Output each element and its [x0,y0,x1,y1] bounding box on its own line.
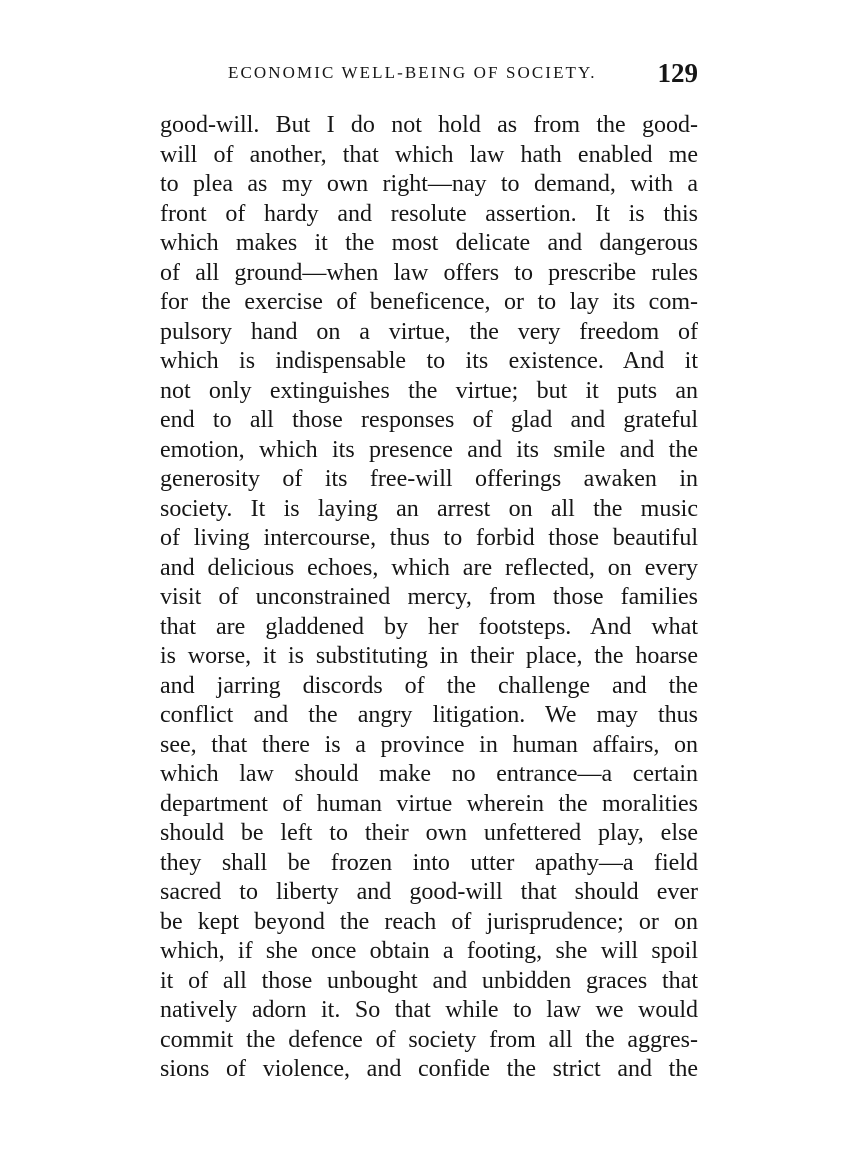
text-line: good-will. But I do not hold as from the good- [160,112,698,138]
text-line: department of human virtue wherein the moralities [160,790,698,817]
text-line: will of another, that which law hath enabled me [160,141,698,168]
text-line: and delicious echoes, which are reflected, on every [160,554,698,581]
text-line: to plea as my own right—nay to demand, with a [160,171,698,197]
text-line: end to all those responses of glad and grateful [160,407,698,433]
text-line: which law should make no entrance—a certain [160,761,698,787]
text-line: of all ground—when law offers to prescribe rules [160,259,698,286]
text-line: conflict and the angry litigation. We may thus [160,702,698,728]
running-title: ECONOMIC WELL-BEING OF SOCIETY. [228,63,597,82]
text-line: front of hardy and resolute assertion. It is this [160,200,698,227]
text-line: they shall be frozen into utter apathy—a field [160,849,698,876]
text-line: sacred to liberty and good-will that should ever [160,879,698,905]
text-line: natively adorn it. So that while to law we would [160,997,698,1023]
text-line: visit of unconstrained mercy, from those families [160,584,698,610]
text-line: is worse, it is substituting in their place, the hoarse [160,643,698,669]
text-line: should be left to their own unfettered play, else [160,820,698,846]
text-line: society. It is laying an arrest on all the music [160,495,698,522]
text-line: it of all those unbought and unbidden graces that [160,967,698,994]
page-number: 129 [657,58,698,88]
text-line: for the exercise of beneficence, or to lay its com- [160,289,698,315]
text-line: sions of violence, and confide the strict and the [160,1056,698,1082]
text-line: generosity of its free-will offerings awaken in [160,466,698,492]
text-line: pulsory hand on a virtue, the very freedom of [160,318,698,345]
text-line: which is indispensable to its existence. And it [160,348,698,374]
body-text [160,111,698,1085]
text-line: and jarring discords of the challenge and the [160,672,698,699]
text-line: emotion, which its presence and its smile and the [160,436,698,463]
running-header [160,58,698,94]
text-line: which, if she once obtain a footing, she will spoil [160,938,698,964]
text-line: which makes it the most delicate and dangerous [160,230,698,256]
text-line: of living intercourse, thus to forbid those beautiful [160,525,698,551]
text-line: see, that there is a province in human affairs, on [160,731,698,758]
text-line: that are gladdened by her footsteps. And what [160,613,698,640]
text-line: be kept beyond the reach of jurisprudence; or on [160,908,698,935]
text-line: commit the defence of society from all the aggres- [160,1026,698,1053]
text-line: not only extinguishes the virtue; but it puts an [160,377,698,404]
